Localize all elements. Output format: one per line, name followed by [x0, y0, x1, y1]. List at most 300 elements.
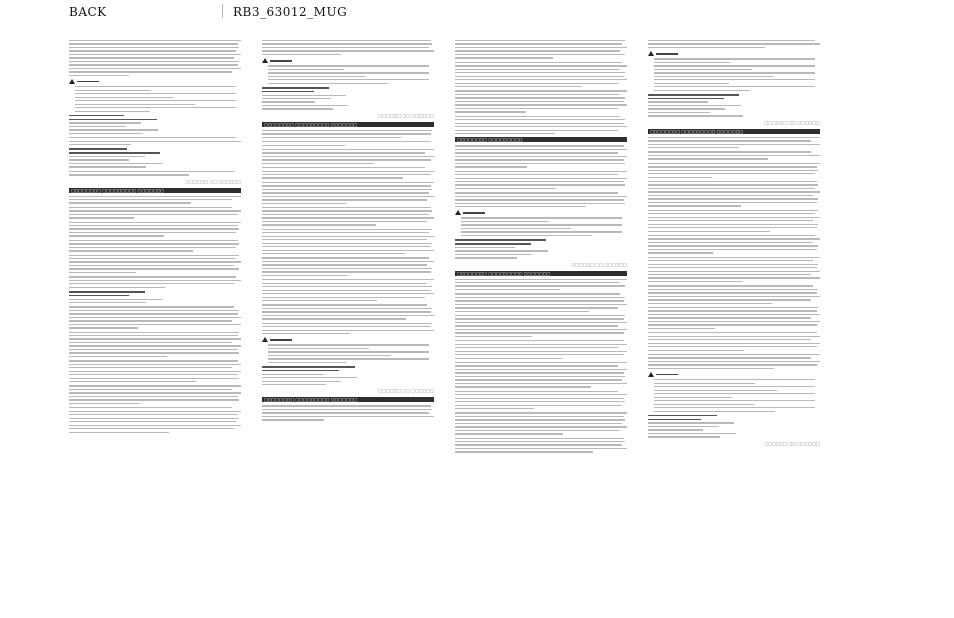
bullet-line: [268, 348, 369, 349]
footnote-label: □□□□□□ □□ □□□□□□: [378, 112, 434, 118]
address-line: [69, 129, 158, 130]
text-paragraph: [455, 171, 627, 190]
text-line: [455, 47, 627, 48]
text-line: [455, 130, 618, 131]
text-line: [69, 407, 232, 408]
text-line: [262, 224, 376, 225]
panel-divider: [222, 4, 223, 18]
text-line: [648, 310, 817, 311]
text-paragraph: [69, 276, 241, 288]
text-line: [455, 126, 627, 127]
address-line: [69, 302, 146, 303]
text-line: [69, 378, 239, 379]
text-line: [69, 276, 236, 277]
text-line: [262, 167, 425, 168]
text-paragraph: [648, 307, 820, 329]
address-line: [648, 415, 717, 417]
address-block: [648, 415, 820, 438]
warning-triangle-icon: [648, 372, 654, 377]
text-line: [648, 137, 820, 138]
bullet-line: [654, 400, 815, 401]
text-line: [455, 336, 532, 337]
text-line: [69, 360, 238, 361]
address-line: [69, 163, 162, 164]
warning-label: [270, 60, 292, 62]
text-line: [69, 403, 140, 404]
text-paragraph: [455, 412, 627, 434]
text-line: [262, 318, 406, 319]
text-line: [69, 222, 241, 223]
text-line: [69, 374, 238, 375]
bullet-line: [654, 407, 815, 408]
text-line: [455, 347, 618, 348]
text-line: [262, 40, 431, 41]
text-line: [262, 199, 427, 200]
address-line: [69, 115, 124, 117]
text-line: [455, 354, 624, 355]
text-line: [69, 317, 241, 318]
text-line: [455, 311, 589, 312]
address-line: [648, 429, 703, 430]
address-line: [455, 243, 531, 245]
text-line: [455, 199, 624, 200]
text-paragraph: [69, 40, 241, 76]
address-line: [262, 105, 348, 106]
text-line: [262, 192, 429, 193]
text-paragraph: [69, 207, 241, 219]
address-line: [455, 247, 515, 248]
bullet-line: [461, 221, 549, 222]
text-line: [648, 299, 811, 300]
text-line: [69, 313, 238, 314]
text-line: [455, 433, 563, 434]
text-line: [262, 214, 429, 215]
text-line: [262, 308, 432, 309]
text-line: [69, 349, 238, 350]
text-line: [455, 438, 624, 439]
text-line: [262, 163, 374, 164]
back-label: BACK: [69, 5, 107, 19]
address-line: [648, 115, 743, 116]
section-heading-bar: □□□□□□□□ □□□□□□□□□ □□□□□□□: [69, 188, 241, 193]
text-paragraph: [262, 40, 434, 55]
text-line: [455, 300, 624, 301]
text-line: [69, 240, 238, 241]
text-line: [648, 191, 820, 192]
text-line: [455, 401, 625, 402]
text-line: [455, 293, 620, 294]
text-line: [648, 350, 744, 351]
text-line: [455, 325, 618, 326]
text-line: [455, 62, 622, 63]
bullet-line: [461, 235, 592, 236]
text-line: [648, 364, 817, 365]
text-line: [648, 267, 817, 268]
text-line: [648, 354, 820, 355]
address-block: [262, 366, 434, 385]
text-line: [455, 159, 624, 160]
text-line: [455, 79, 627, 80]
text-line: [648, 361, 820, 362]
text-line: [648, 285, 813, 286]
address-line: [455, 257, 517, 258]
bullet-line: [268, 344, 429, 345]
text-paragraph: [648, 354, 820, 369]
text-line: [69, 40, 241, 41]
text-line: [69, 385, 241, 386]
text-line: [262, 283, 427, 284]
text-line: [262, 304, 427, 305]
document-header: [0, 0, 954, 24]
bullet-line: [75, 111, 150, 112]
text-line: [648, 177, 712, 178]
text-line: [455, 332, 624, 333]
text-line: [455, 101, 624, 102]
address-line: [648, 94, 739, 96]
text-line: [455, 285, 625, 286]
warning-bullets: [262, 65, 434, 84]
text-line: [69, 137, 236, 138]
text-line: [455, 444, 622, 445]
text-line: [262, 177, 403, 178]
warning-heading: [455, 210, 627, 215]
text-line: [69, 57, 234, 58]
address-line: [69, 133, 143, 134]
text-paragraph: [69, 360, 241, 382]
text-paragraph: [455, 438, 627, 453]
text-line: [69, 338, 241, 339]
text-line: [648, 332, 817, 333]
address-line: [262, 381, 341, 382]
text-line: [648, 158, 768, 159]
text-line: [455, 57, 553, 58]
text-line: [69, 75, 129, 76]
text-paragraph: [69, 306, 241, 328]
text-line: [69, 265, 234, 266]
section-heading-bar: □□□□□□□□ □□□□□□□□□ □□□□□□□: [262, 397, 434, 402]
bullet-line: [268, 76, 366, 77]
text-paragraph: [69, 240, 241, 252]
text-paragraph: [262, 405, 434, 420]
text-line: [648, 238, 820, 239]
text-line: [455, 192, 618, 193]
text-line: [262, 54, 341, 55]
text-line: [69, 43, 238, 44]
text-line: [648, 277, 820, 278]
bullet-line: [461, 217, 622, 218]
bullet-line: [461, 224, 622, 225]
text-line: [69, 144, 131, 145]
text-line: [455, 111, 526, 112]
text-line: [69, 352, 239, 353]
text-line: [262, 290, 431, 291]
text-line: [69, 207, 232, 208]
text-line: [262, 232, 429, 233]
text-paragraph: [262, 323, 434, 335]
text-line: [262, 210, 432, 211]
text-line: [262, 130, 432, 131]
warning-heading: [69, 79, 241, 84]
text-line: [455, 369, 627, 370]
text-paragraph: [648, 235, 820, 254]
address-line: [69, 166, 146, 167]
text-line: [455, 315, 625, 316]
text-line: [262, 207, 431, 208]
text-line: [648, 264, 818, 265]
text-line: [262, 239, 427, 240]
text-line: [648, 217, 820, 218]
text-line: [455, 351, 627, 352]
text-line: [648, 368, 774, 369]
text-line: [648, 224, 818, 225]
text-line: [69, 432, 169, 433]
text-line: [262, 416, 434, 417]
text-line: [69, 61, 239, 62]
text-paragraph: [455, 391, 627, 410]
bullet-line: [461, 228, 571, 229]
text-line: [455, 108, 618, 109]
address-block: [262, 87, 434, 110]
text-line: [455, 94, 620, 95]
text-line: [455, 76, 624, 77]
text-line: [455, 149, 627, 150]
address-line: [262, 374, 324, 375]
text-line: [69, 71, 232, 72]
text-line: [455, 362, 627, 363]
text-paragraph: [262, 304, 434, 319]
warning-label: [656, 53, 678, 55]
text-line: [69, 287, 165, 288]
address-line: [455, 239, 546, 241]
warning-label: [77, 81, 99, 83]
text-paragraph: [648, 40, 820, 48]
text-paragraph: [648, 181, 820, 207]
address-line: [69, 299, 162, 300]
address-line: [69, 156, 145, 157]
address-line: [648, 433, 736, 434]
text-paragraph: [262, 182, 434, 204]
text-line: [69, 345, 241, 346]
text-line: [69, 392, 241, 393]
address-line: [69, 126, 126, 127]
text-line: [69, 68, 241, 69]
warning-bullets: [648, 58, 820, 91]
text-line: [262, 419, 324, 420]
text-line: [455, 152, 618, 153]
text-line: [69, 389, 232, 390]
text-paragraph: [262, 141, 434, 146]
text-line: [455, 69, 620, 70]
text-line: [262, 315, 434, 316]
text-line: [455, 426, 627, 427]
text-line: [455, 104, 627, 105]
bullet-line: [75, 107, 236, 108]
text-line: [262, 409, 432, 410]
warning-triangle-icon: [455, 210, 461, 215]
text-paragraph: [262, 257, 434, 276]
text-paragraph: [455, 192, 627, 207]
bullet-line: [75, 97, 173, 98]
text-line: [262, 405, 431, 406]
text-line: [69, 324, 241, 325]
text-paragraph: [69, 407, 241, 433]
text-line: [262, 326, 431, 327]
text-line: [455, 416, 624, 417]
text-paragraph: [648, 285, 820, 304]
bullet-line: [268, 358, 429, 359]
text-line: [455, 203, 625, 204]
address-line: [262, 101, 315, 102]
text-line: [262, 279, 434, 280]
text-line: [262, 217, 434, 218]
footnote-label: □□□□□□ □□ □□□□□□: [764, 440, 820, 446]
text-line: [69, 54, 241, 55]
text-line: [648, 303, 772, 304]
text-line: [455, 86, 582, 87]
text-line: [648, 260, 813, 261]
warning-triangle-icon: [262, 58, 268, 63]
warning-label: [656, 374, 678, 376]
text-paragraph: [69, 255, 241, 274]
text-line: [648, 220, 813, 221]
text-line: [455, 163, 625, 164]
text-line: [455, 72, 625, 73]
text-line: [455, 391, 618, 392]
bullet-line: [268, 65, 429, 66]
text-line: [262, 243, 432, 244]
address-line: [648, 436, 720, 437]
text-line: [455, 386, 591, 387]
bullet-line: [75, 93, 236, 94]
address-line: [262, 87, 329, 89]
section-heading-bar: □□□□□□□□ □□□□□□□□□ □□□□□□□: [648, 129, 820, 134]
text-line: [262, 412, 429, 413]
text-line: [69, 174, 189, 175]
text-line: [262, 189, 432, 190]
bullet-line: [654, 76, 774, 77]
warning-triangle-icon: [262, 337, 268, 342]
text-paragraph: [648, 257, 820, 283]
text-line: [648, 144, 820, 145]
text-paragraph: [648, 163, 820, 178]
bullet-line: [654, 411, 775, 412]
footnote-label: □□□□□□ □□ □□□□□□: [185, 178, 241, 184]
text-line: [69, 425, 241, 426]
text-line: [455, 340, 624, 341]
text-line: [648, 324, 817, 325]
text-line: [69, 411, 241, 412]
text-line: [455, 372, 624, 373]
text-line: [262, 50, 434, 51]
address-line: [69, 119, 157, 121]
text-line: [455, 83, 618, 84]
text-line: [455, 318, 624, 319]
text-line: [262, 145, 345, 146]
text-line: [648, 151, 811, 152]
text-line: [648, 249, 817, 250]
text-line: [69, 272, 136, 273]
bullet-line: [654, 86, 815, 87]
text-line: [455, 133, 555, 134]
text-line: [455, 379, 622, 380]
text-line: [69, 217, 134, 218]
text-line: [455, 166, 527, 167]
text-paragraph: [262, 167, 434, 179]
text-line: [69, 310, 239, 311]
text-line: [262, 149, 434, 150]
address-line: [262, 95, 346, 96]
text-line: [648, 317, 811, 318]
address-line: [262, 108, 333, 109]
text-paragraph: [455, 145, 627, 167]
text-line: [648, 173, 815, 174]
address-line: [648, 98, 724, 100]
text-paragraph: [648, 332, 820, 351]
bullet-line: [654, 72, 815, 73]
address-line: [648, 108, 725, 109]
text-paragraph: [648, 151, 820, 159]
text-line: [455, 206, 586, 207]
address-line: [69, 122, 141, 123]
address-line: [262, 91, 314, 93]
text-line: [455, 365, 618, 366]
text-paragraph: [69, 332, 241, 358]
text-line: [455, 282, 620, 283]
text-line: [648, 274, 811, 275]
text-paragraph: [69, 171, 241, 176]
warning-heading: [648, 51, 820, 56]
text-line: [69, 306, 234, 307]
address-block: [455, 239, 627, 258]
warning-triangle-icon: [648, 51, 654, 56]
text-line: [262, 253, 405, 254]
text-line: [262, 156, 434, 157]
text-line: [648, 40, 815, 41]
text-line: [69, 332, 239, 333]
bullet-line: [654, 79, 815, 80]
text-line: [69, 202, 191, 203]
text-paragraph: [262, 149, 434, 164]
text-paragraph: [69, 385, 241, 404]
text-line: [648, 166, 817, 167]
text-line: [455, 54, 625, 55]
text-line: [455, 383, 627, 384]
warning-triangle-icon: [69, 79, 75, 84]
address-line: [648, 101, 708, 102]
address-line: [69, 152, 160, 154]
text-line: [69, 141, 241, 142]
text-line: [648, 346, 817, 347]
bullet-line: [268, 351, 429, 352]
text-line: [262, 221, 427, 222]
text-line: [648, 170, 818, 171]
text-line: [262, 47, 429, 48]
text-line: [69, 283, 234, 284]
text-line: [69, 210, 241, 211]
text-line: [648, 213, 815, 214]
document-code: RB3_63012_MUG: [233, 5, 348, 19]
bullet-line: [654, 58, 815, 59]
text-line: [648, 235, 815, 236]
text-line: [648, 202, 817, 203]
text-line: [69, 214, 238, 215]
text-line: [648, 242, 813, 243]
bullet-line: [654, 390, 777, 391]
text-line: [455, 307, 618, 308]
footnote-label: □□□□□□ □□ □□□□□□: [571, 261, 627, 267]
address-line: [262, 370, 339, 372]
text-line: [455, 181, 624, 182]
